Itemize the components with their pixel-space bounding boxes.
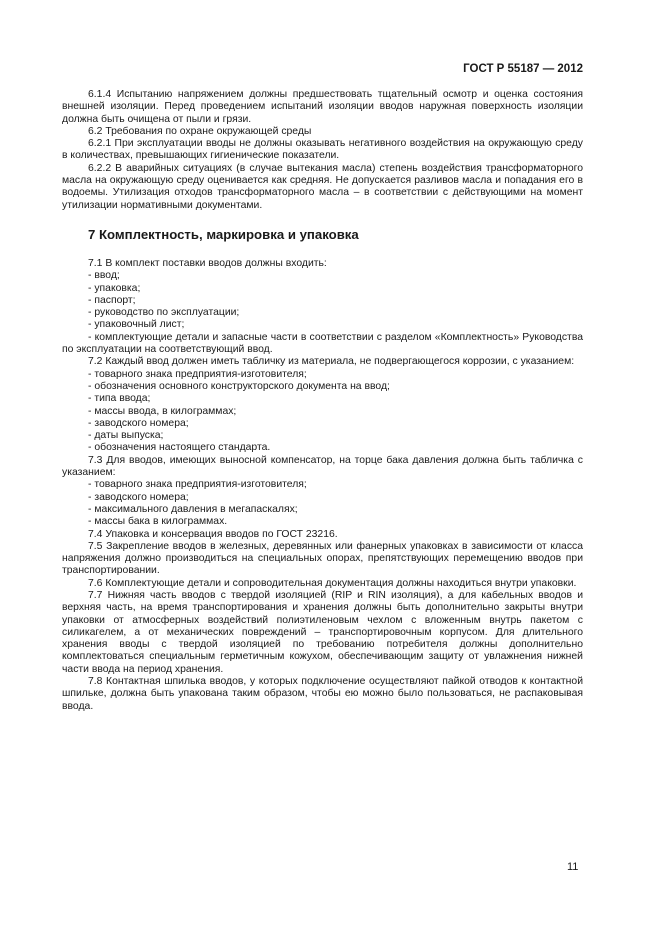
list-item: - паспорт; xyxy=(88,294,136,306)
paragraph-6-2: 6.2 Требования по охране окружающей среды xyxy=(88,125,312,137)
paragraph-6-2-2: 6.2.2 В аварийных ситуациях (в случае вытекания масла) степень воздействия трансформаторного масла на окружающую среду оценивается как средняя. Не допускается разливов масла и попадания его в водоемы. Утилизация отходов трансформаторного масла – в соответствии с действующими на момент утилизации нормативными документами. xyxy=(62,162,583,211)
list-item: - обозначения настоящего стандарта. xyxy=(88,442,271,454)
list-item: - упаковка; xyxy=(88,282,141,294)
list-item: - обозначения основного конструкторского документа на ввод; xyxy=(88,380,390,392)
paragraph-6-2-1: 6.2.1 При эксплуатации вводы не должны оказывать негативного воздействия на окружающую среду в количествах, превышающих гигиенические показатели. xyxy=(62,138,583,162)
list-item: - массы ввода, в килограммах; xyxy=(88,405,237,417)
paragraph-7-6: 7.6 Комплектующие детали и сопроводительная документация должны находиться внутри упаковки. xyxy=(88,577,577,589)
list-item: - товарного знака предприятия-изготовителя; xyxy=(88,479,307,491)
paragraph-7-8: 7.8 Контактная шпилька вводов, у которых подключение осуществляют пайкой отводов к контактной шпильке, должна быть упакована таким образом, чтобы ею можно было пользоваться, не распаковывая ввода. xyxy=(62,676,583,712)
paragraph-7-1: 7.1 В комплект поставки вводов должны входить: xyxy=(88,257,327,269)
document-code-header: ГОСТ Р 55187 — 2012 xyxy=(463,63,583,75)
list-item: - максимального давления в мегапаскалях; xyxy=(88,503,298,515)
paragraph-7-7: 7.7 Нижняя часть вводов с твердой изоляцией (RIP и RIN изоляция), а для кабельных вводов и верхняя часть, на время транспортирования и хранения должны быть дополнительно закрыты внутри упаковки от атмосферных воздействий полиэтиленовым чехлом с вложенным внутрь пакетом с силикагелем, а от механических повреждений – транспортировочным корпусом. Для длительного хранения вводы с твердой изоляцией по требованию потребителя должны дополнительно комплектоваться специальным герметичным кожухом, обеспечивающим защиту от увлажнения нижней части ввода на период хранения. xyxy=(62,589,583,675)
paragraph-7-5: 7.5 Закрепление вводов в железных, деревянных или фанерных упаковках в зависимости от класса напряжения должно производиться на специальных опорах, препятствующих перемещению вводов при транспортировании. xyxy=(62,540,583,577)
list-item: - ввод; xyxy=(88,270,120,282)
list-item-components: - комплектующие детали и запасные части в соответствии с разделом «Комплектность» Руководства по эксплуатации на соответствующий ввод. xyxy=(62,331,583,356)
list-item: - заводского номера; xyxy=(88,417,189,429)
list-item: - массы бака в килограммах. xyxy=(88,516,228,528)
list-item: - руководство по эксплуатации; xyxy=(88,307,240,319)
section-7-heading: 7 Комплектность, маркировка и упаковка xyxy=(88,226,359,242)
list-item: - товарного знака предприятия-изготовителя; xyxy=(88,368,307,380)
list-item: - заводского номера; xyxy=(88,491,189,503)
paragraph-7-4: 7.4 Упаковка и консервация вводов по ГОСТ 23216. xyxy=(88,528,338,540)
list-item: - даты выпуска; xyxy=(88,430,164,442)
document-body xyxy=(62,89,583,713)
paragraph-7-3: 7.3 Для вводов, имеющих выносной компенсатор, на торце бака давления должна быть табличка с указанием: xyxy=(62,454,583,479)
page-number: 11 xyxy=(567,861,579,873)
paragraph-6-1-4: 6.1.4 Испытанию напряжением должны предшествовать тщательный осмотр и оценка состояния внешней изоляции. Перед проведением испытаний изоляции вводов наружная поверхность изоляции должна быть очищена от пыли и грязи. xyxy=(62,89,583,125)
paragraph-7-2: 7.2 Каждый ввод должен иметь табличку из материала, не подвергающегося коррозии, с указанием: xyxy=(88,356,575,368)
list-item: - типа ввода; xyxy=(88,393,151,405)
list-item: - упаковочный лист; xyxy=(88,319,185,331)
